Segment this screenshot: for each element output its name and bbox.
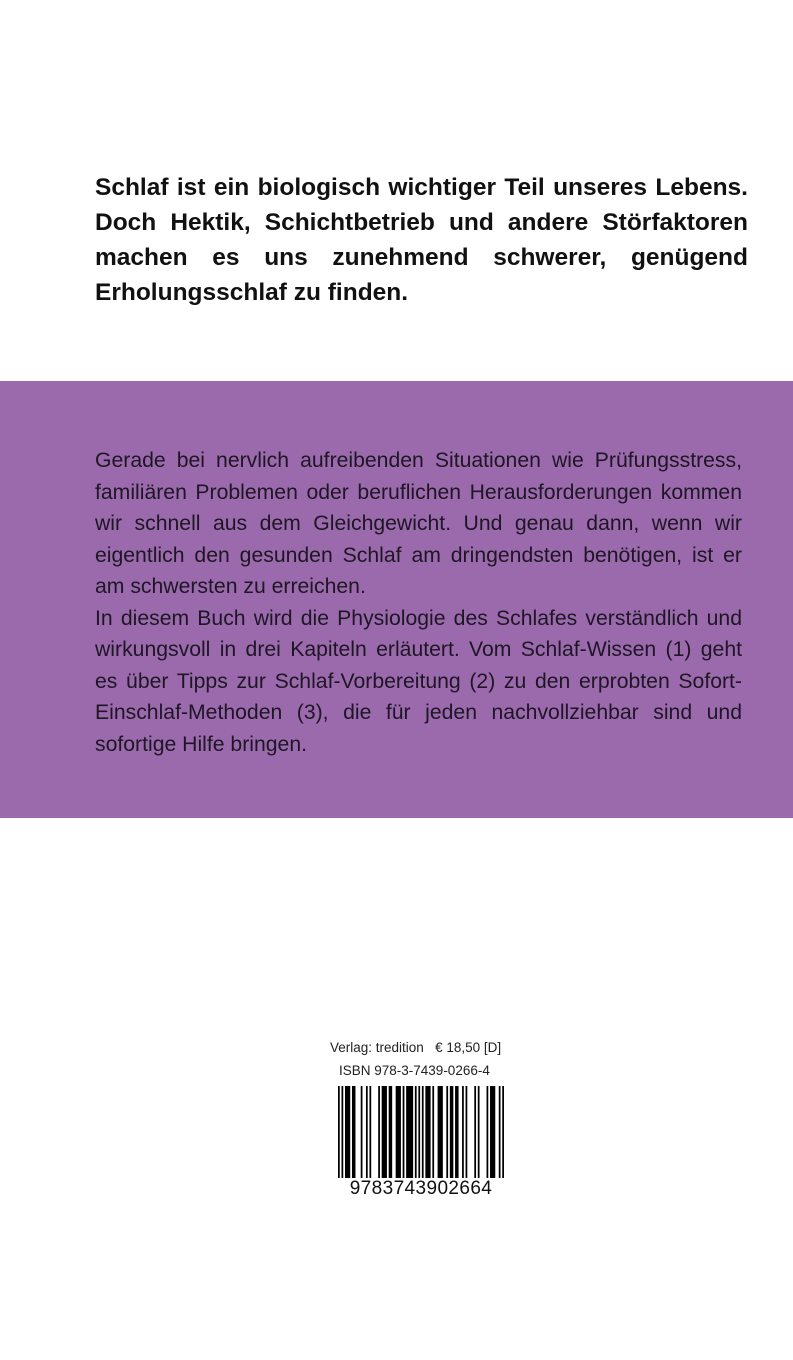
description-paragraph-2: In diesem Buch wird die Physiologie des Schlafes verständlich und wirkungsvoll in drei Kapiteln erläutert. Vom Schlaf-Wissen (1) geht es über Tipps zur Schlaf-Vorbereitung (2) zu den erprobten Sofort-Einschlaf-Methoden (3), die für jeden nachvollziehbar sind und sofortige Hilfe bringen. — [95, 606, 742, 756]
barcode-bar — [361, 1086, 363, 1178]
barcode-bar — [487, 1086, 489, 1178]
barcode-bar — [450, 1086, 453, 1178]
barcode — [338, 1086, 504, 1178]
barcode-bar — [466, 1086, 468, 1178]
barcode-bar — [432, 1086, 434, 1178]
barcode-bar — [389, 1086, 392, 1178]
barcode-bar — [490, 1086, 495, 1178]
barcode-bar — [418, 1086, 420, 1178]
isbn: ISBN 978-3-7439-0266-4 — [339, 1063, 490, 1078]
barcode-bar — [382, 1086, 387, 1178]
barcode-bar — [369, 1086, 371, 1178]
barcode-bar — [338, 1086, 340, 1178]
barcode-bar — [462, 1086, 464, 1178]
barcode-bar — [352, 1086, 355, 1178]
barcode-bar — [474, 1086, 476, 1178]
barcode-bar — [341, 1086, 343, 1178]
barcode-bar — [345, 1086, 350, 1178]
barcode-bar — [366, 1086, 368, 1178]
barcode-bar — [415, 1086, 417, 1178]
publisher-price-line — [330, 1036, 530, 1059]
barcode-bar — [438, 1086, 443, 1178]
barcode-bar — [502, 1086, 504, 1178]
barcode-bar — [406, 1086, 413, 1178]
description-text — [95, 445, 742, 760]
barcode-bar — [422, 1086, 424, 1178]
description-paragraph-1: Gerade bei nervlich aufreibenden Situationen wie Prüfungsstress, familiären Problemen oder beruflichen Herausforderungen kommen wir schnell aus dem Gleichgewicht. Und genau dann, wenn wir eigentlich den gesunden Schlaf am dringendsten benötigen, ist er am schwersten zu erreichen. — [95, 449, 742, 598]
publisher: Verlag: tredition — [330, 1040, 424, 1055]
imprint — [330, 1036, 530, 1082]
barcode-bar — [403, 1086, 405, 1178]
barcode-bar — [446, 1086, 448, 1178]
barcode-bar — [478, 1086, 480, 1178]
barcode-bar — [499, 1086, 501, 1178]
price: € 18,50 [D] — [435, 1040, 502, 1055]
barcode-bar — [396, 1086, 401, 1178]
barcode-number: 9783743902664 — [349, 1178, 493, 1199]
intro-text: Schlaf ist ein biologisch wichtiger Teil unseres Lebens. Doch Hektik, Schichtbetrieb und andere Störfaktoren machen es uns zunehmend schwerer, genügend Erholungsschlaf zu finden. — [95, 174, 748, 306]
barcode-bar — [378, 1086, 380, 1178]
barcode-bar — [425, 1086, 430, 1178]
barcode-bar — [455, 1086, 458, 1178]
